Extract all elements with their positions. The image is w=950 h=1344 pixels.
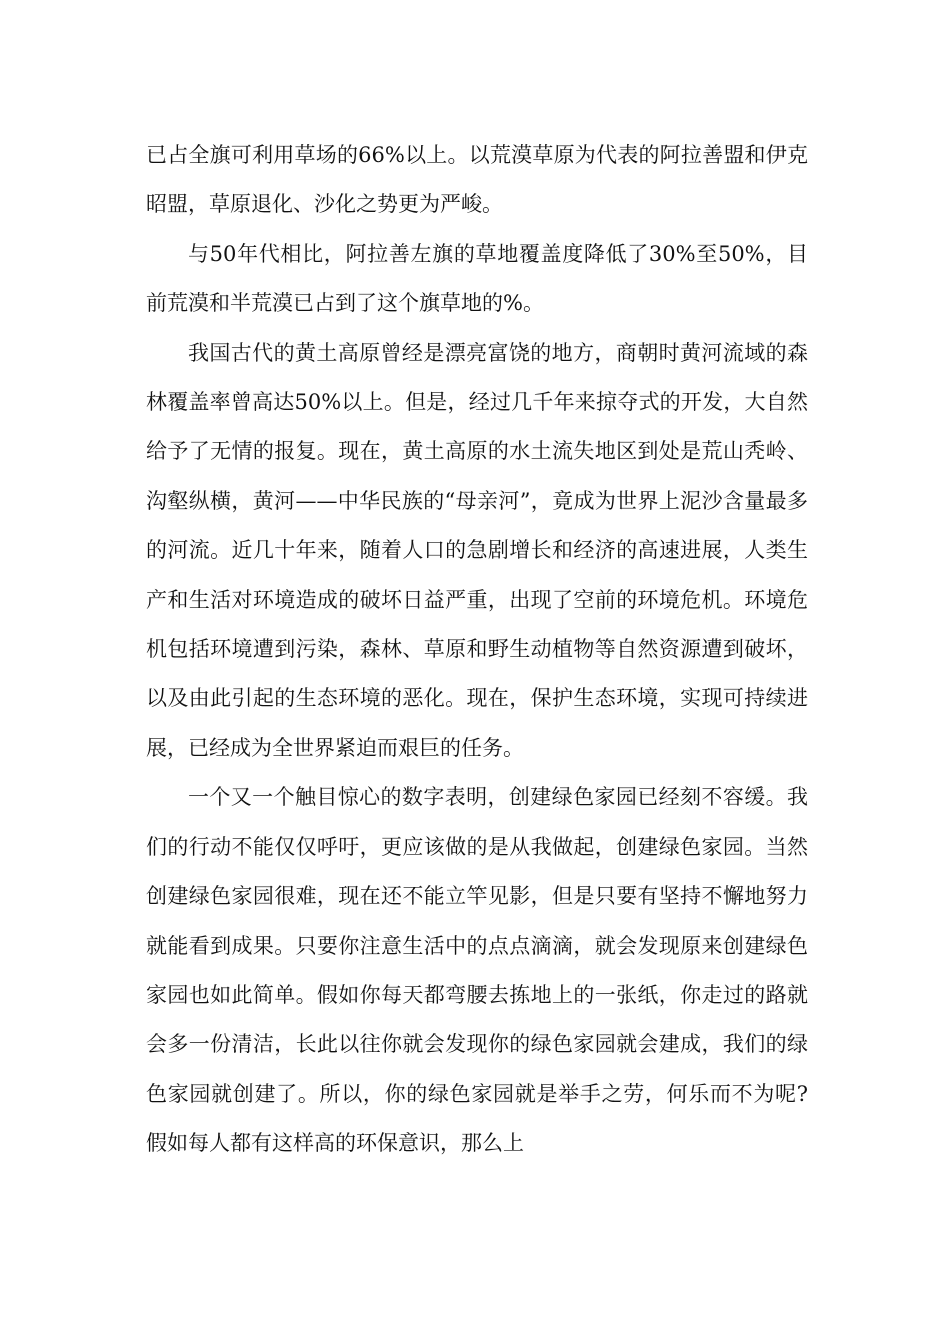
paragraph-continuation: 已占全旗可利用草场的66%以上。以荒漠草原为代表的阿拉善盟和伊克昭盟，草原退化、沙化之势更为严峻。 bbox=[146, 143, 808, 217]
paragraph-loess-plateau: 我国古代的黄土高原曾经是漂亮富饶的地方，商朝时黄河流域的森林覆盖率曾高达50%以上。但是，经过几千年来掠夺式的开发，大自然给予了无情的报复。现在，黄土高原的水土流失地区到处是荒山秃岭、沟壑纵横，黄河——中华民族的“母亲河”，竟成为世界上泥沙含量最多的河流。近几十年来，随着人口的急剧增长和经济的高速进展，人类生产和生活对环境造成的破坏日益严重，出现了空前的环境危机。环境危机包括环境遭到污染，森林、草原和野生动植物等自然资源遭到破坏，以及由此引起的生态环境的恶化。现在，保护生态环境，实现可持续进展，已经成为全世界紧迫而艰巨的任务。 bbox=[146, 340, 808, 760]
paragraph-alashan: 与50年代相比，阿拉善左旗的草地覆盖度降低了30%至50%，目前荒漠和半荒漠已占到了这个旗草地的%。 bbox=[146, 241, 808, 316]
body-text bbox=[146, 131, 808, 1169]
paragraph-green-home: 一个又一个触目惊心的数字表明，创建绿色家园已经刻不容缓。我们的行动不能仅仅呼吁，更应该做的是从我做起，创建绿色家园。当然创建绿色家园很难，现在还不能立竿见影，但是只要有坚持不懈地努力就能看到成果。只要你注意生活中的点点滴滴，就会发现原来创建绿色家园也如此简单。假如你每天都弯腰去拣地上的一张纸，你走过的路就会多一份清洁，长此以往你就会发现你的绿色家园就会建成，我们的绿色家园就创建了。所以，你的绿色家园就是举手之劳，何乐而不为呢?假如每人都有这样高的环保意识，那么上 bbox=[146, 785, 808, 1156]
